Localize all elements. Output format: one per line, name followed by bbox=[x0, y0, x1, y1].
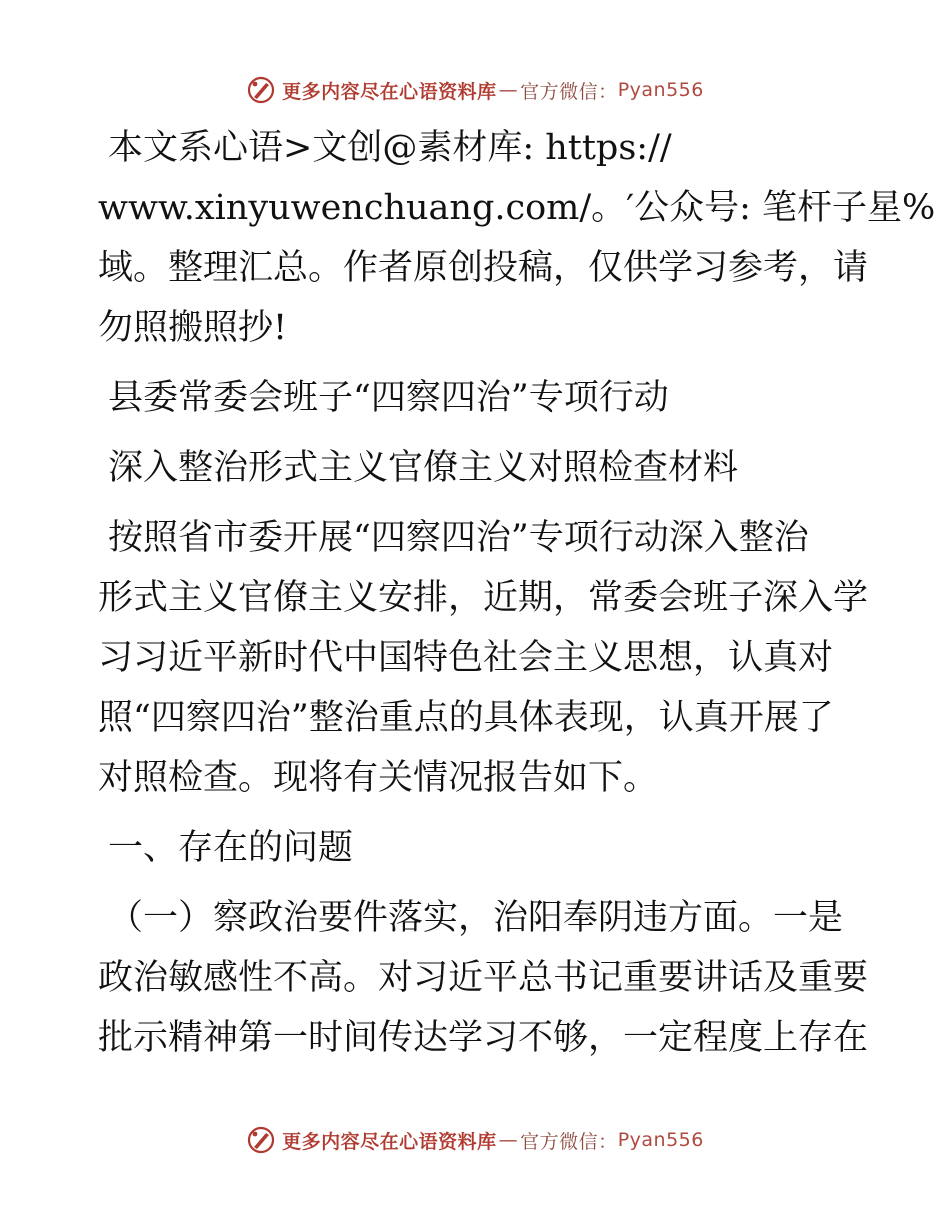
intro-line: www.xinyuwenchuang.com/。′公众号: 笔杆子星% bbox=[98, 188, 936, 228]
banner-brand-text: 更多内容尽在心语资料库 bbox=[282, 1130, 497, 1153]
document-title-line-2: 深入整治形式主义官僚主义对照检查材料 bbox=[108, 448, 739, 488]
banner-brand-text: 更多内容尽在心语资料库 bbox=[282, 80, 497, 103]
quill-seal-icon bbox=[246, 1125, 276, 1155]
paragraph-line: 照“四察四治”整治重点的具体表现，认真开展了 bbox=[98, 698, 834, 738]
section-heading: 一、存在的问题 bbox=[108, 828, 354, 868]
paragraph-line: 习习近平新时代中国特色社会主义思想，认真对 bbox=[98, 638, 834, 678]
banner-wechat-id: Pyan556 bbox=[617, 79, 704, 101]
opening-paragraph bbox=[98, 508, 869, 808]
quill-seal-icon bbox=[246, 75, 276, 105]
document-body bbox=[98, 118, 936, 1068]
document-title-line-1: 县委常委会班子“四察四治”专项行动 bbox=[108, 378, 669, 418]
paragraph-line: 对照检查。现将有关情况报告如下。 bbox=[98, 758, 659, 798]
paragraph-line: （一）察政治要件落实，治阳奉阴违方面。一是 bbox=[108, 898, 844, 938]
banner-dash: — bbox=[498, 1129, 519, 1151]
paragraph-line: 政治敏感性不高。对习近平总书记重要讲话及重要 bbox=[98, 958, 869, 998]
section-paragraph bbox=[98, 888, 869, 1068]
intro-line: 本文系心语>文创@素材库: https:// bbox=[108, 128, 672, 168]
header-watermark-banner bbox=[0, 70, 950, 110]
banner-wechat-label: 官方微信： bbox=[520, 80, 618, 103]
intro-paragraph bbox=[98, 118, 936, 358]
banner-dash: — bbox=[498, 79, 519, 101]
paragraph-line: 按照省市委开展“四察四治”专项行动深入整治 bbox=[108, 518, 809, 558]
intro-line: 勿照搬照抄! bbox=[98, 308, 288, 348]
paragraph-line: 形式主义官僚主义安排，近期，常委会班子深入学 bbox=[98, 578, 869, 618]
paragraph-line: 批示精神第一时间传达学习不够，一定程度上存在 bbox=[98, 1018, 869, 1058]
footer-watermark-banner bbox=[0, 1120, 950, 1160]
banner-wechat-id: Pyan556 bbox=[617, 1129, 704, 1151]
banner-wechat-label: 官方微信： bbox=[520, 1130, 618, 1153]
intro-line: 域。整理汇总。作者原创投稿，仅供学习参考，请 bbox=[98, 248, 869, 288]
